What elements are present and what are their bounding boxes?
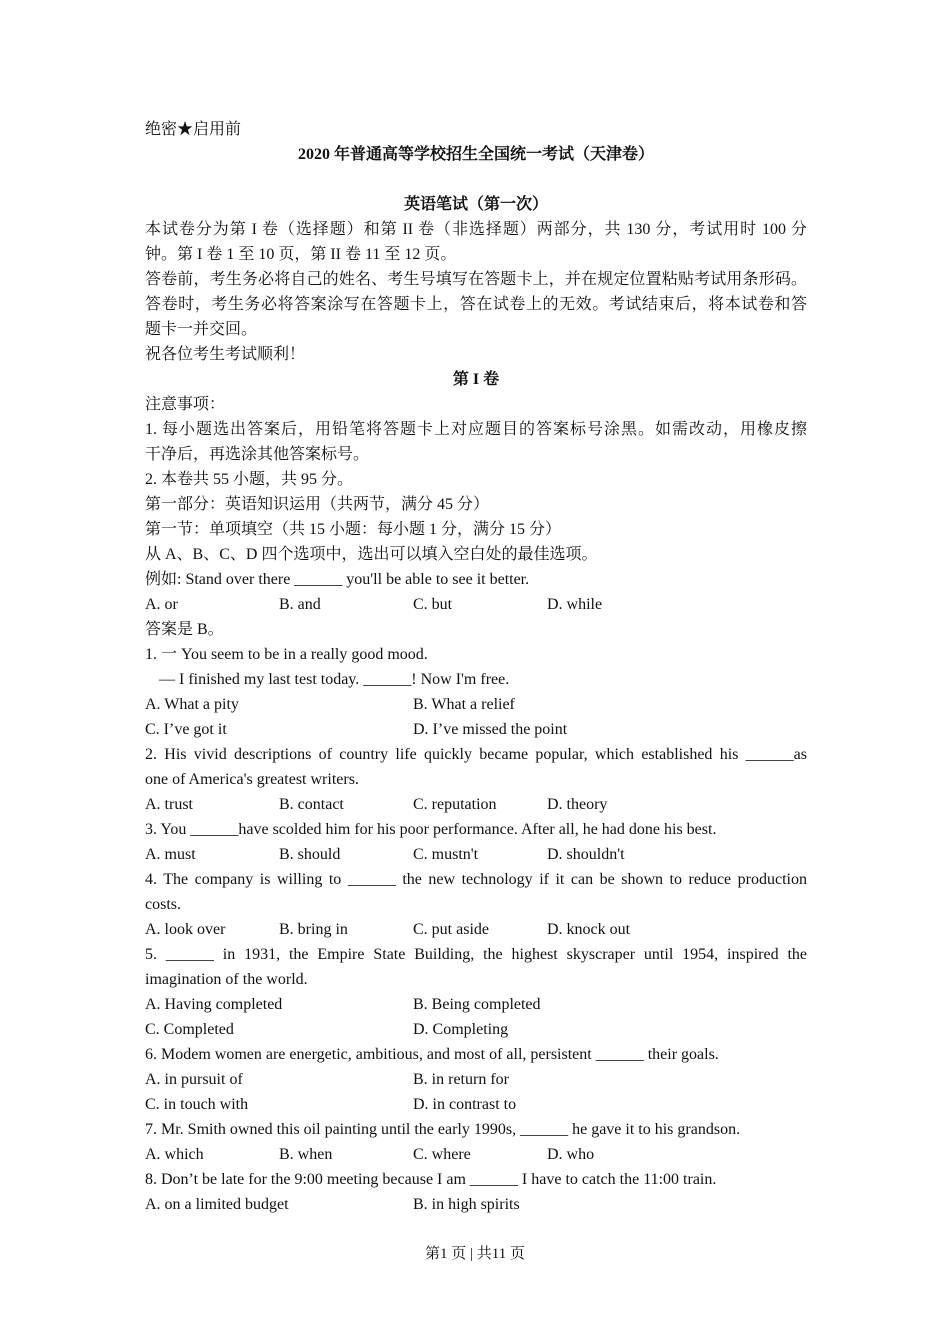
intro-line: 题卡一并交回。 xyxy=(145,321,258,338)
subject-title: 英语笔试（第一次） xyxy=(403,196,548,213)
note-item: 干净后，再选涂其他答案标号。 xyxy=(145,446,370,463)
option: C. where xyxy=(413,1146,471,1163)
option: D. Completing xyxy=(413,1021,509,1038)
option: C. in touch with xyxy=(145,1096,249,1113)
option: D. while xyxy=(547,596,603,613)
exam-title: 2020 年普通高等学校招生全国统一考试（天津卷） xyxy=(297,146,654,163)
exam-page xyxy=(145,117,807,1217)
question-stem: 2. His vivid descriptions of country life quickly became popular, which established his ______as xyxy=(145,746,807,763)
question-stem: 4. The company is willing to ______ the new technology if it can be shown to reduce production xyxy=(145,871,807,888)
option: D. I’ve missed the point xyxy=(413,721,568,738)
question-options xyxy=(145,792,807,817)
option: D. in contrast to xyxy=(413,1096,517,1113)
question-stem: 1. 一 You seem to be in a really good mood. xyxy=(145,646,428,663)
option: B. when xyxy=(279,1146,333,1163)
question-stem: 3. You ______have scolded him for his poor performance. After all, he had done his best. xyxy=(145,821,717,838)
intro-line: 钟。第 I 卷 1 至 10 页，第 II 卷 11 至 12 页。 xyxy=(145,246,457,263)
option: C. put aside xyxy=(413,921,489,938)
question-options xyxy=(145,692,807,717)
option: B. bring in xyxy=(279,921,348,938)
option: B. should xyxy=(279,846,341,863)
question-stem: imagination of the world. xyxy=(145,971,308,988)
question-reply: — I finished my last test today. ______! Now I'm free. xyxy=(159,671,510,688)
option: A. Having completed xyxy=(145,996,283,1013)
option: B. contact xyxy=(279,796,344,813)
option: A. on a limited budget xyxy=(145,1196,289,1213)
question-options xyxy=(145,992,807,1017)
option: D. who xyxy=(547,1146,595,1163)
page-footer: 第1 页 | 共11 页 xyxy=(425,1246,525,1262)
question-options xyxy=(145,1142,807,1167)
option: B. in high spirits xyxy=(413,1196,520,1213)
question-stem: 6. Modem women are energetic, ambitious, and most of all, persistent ______ their goals. xyxy=(145,1046,719,1063)
example-stem: 例如: Stand over there ______ you'll be able to see it better. xyxy=(145,571,530,588)
option: A. look over xyxy=(145,921,226,938)
option: D. knock out xyxy=(547,921,631,938)
option: A. in pursuit of xyxy=(145,1071,243,1088)
option: D. theory xyxy=(547,796,608,813)
question-options xyxy=(145,917,807,942)
confidential-label: 绝密★启用前 xyxy=(145,121,242,138)
option: B. and xyxy=(279,596,321,613)
option: C. I’ve got it xyxy=(145,721,227,738)
option: A. trust xyxy=(145,796,193,813)
question-options xyxy=(145,717,807,742)
option: A. must xyxy=(145,846,196,863)
question-stem: one of America's greatest writers. xyxy=(145,771,359,788)
option: C. but xyxy=(413,596,453,613)
example-answer: 答案是 B。 xyxy=(145,621,224,638)
question-options xyxy=(145,1092,807,1117)
note-item: 2. 本卷共 55 小题，共 95 分。 xyxy=(145,471,354,488)
option: C. reputation xyxy=(413,796,497,813)
instruction-text: 从 A、B、C、D 四个选项中，选出可以填入空白处的最佳选项。 xyxy=(145,546,598,563)
volume-title: 第 I 卷 xyxy=(452,371,500,388)
example-options xyxy=(145,592,807,617)
option: A. or xyxy=(145,596,178,613)
intro-line: 答卷前，考生务必将自己的姓名、考生号填写在答题卡上，并在规定位置粘贴考试用条形码。 xyxy=(145,271,807,288)
option: B. Being completed xyxy=(413,996,541,1013)
option: A. What a pity xyxy=(145,696,239,713)
question-options xyxy=(145,1017,807,1042)
subsection-heading: 第一节：单项填空（共 15 小题：每小题 1 分，满分 15 分） xyxy=(145,521,562,538)
question-options xyxy=(145,842,807,867)
note-item: 1. 每小题选出答案后，用铅笔将答题卡上对应题目的答案标号涂黑。如需改动，用橡皮擦 xyxy=(145,421,807,438)
option: B. What a relief xyxy=(413,696,515,713)
question-options xyxy=(145,1067,807,1092)
notes-heading: 注意事项： xyxy=(145,396,226,413)
option: C. mustn't xyxy=(413,846,479,863)
option: C. Completed xyxy=(145,1021,234,1038)
intro-line: 答卷时，考生务必将答案涂写在答题卡上，答在试卷上的无效。考试结束后，将本试卷和答 xyxy=(145,296,807,313)
part-heading: 第一部分：英语知识运用（共两节，满分 45 分） xyxy=(145,496,490,513)
question-stem: costs. xyxy=(145,896,181,913)
question-options xyxy=(145,1192,807,1217)
question-stem: 5. ______ in 1931, the Empire State Building, the highest skyscraper until 1954, inspired the xyxy=(145,946,807,963)
option: D. shouldn't xyxy=(547,846,625,863)
intro-line: 本试卷分为第 I 卷（选择题）和第 II 卷（非选择题）两部分，共 130 分，考试用时 100 分 xyxy=(145,221,807,238)
question-stem: 8. Don’t be late for the 9:00 meeting because I am ______ I have to catch the 11:00 train. xyxy=(145,1171,717,1188)
option: A. which xyxy=(145,1146,204,1163)
intro-line: 祝各位考生考试顺利！ xyxy=(145,346,306,363)
option: B. in return for xyxy=(413,1071,509,1088)
question-stem: 7. Mr. Smith owned this oil painting until the early 1990s, ______ he gave it to his grandson. xyxy=(145,1121,741,1138)
